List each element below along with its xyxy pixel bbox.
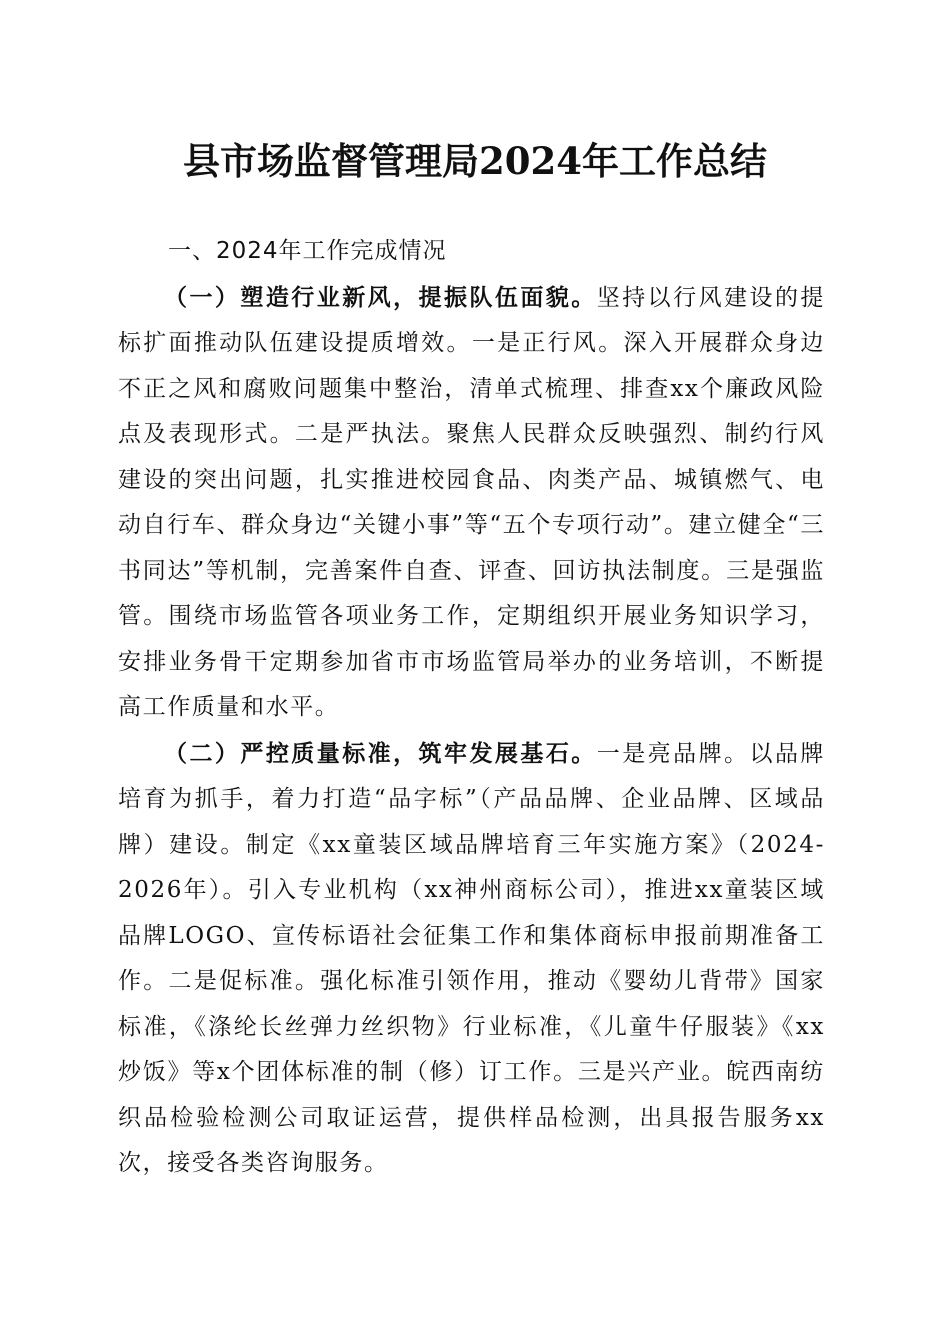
paragraph-1-text: 坚持以行风建设的提标扩面推动队伍建设提质增效。一是正行风。深入开展群众身边不正之风和腐败问题集中整治，清单式梳理、排查xx个廉政风险点及表现形式。二是严执法。聚焦人民群众反映强烈、制约行风建设的突出问题，扎实推进校园食品、肉类产品、城镇燃气、电动自行车、群众身边“关键小事”等“五个专项行动”。建立健全“三书同达”等机制，完善案件自查、评查、回访执法制度。三是强监管。围绕市场监管各项业务工作，定期组织开展业务知识学习，安排业务骨干定期参加省市市场监管局举办的业务培训，不断提高工作质量和水平。 xyxy=(118,284,825,720)
document-title: 县市场监督管理局2024年工作总结 xyxy=(183,139,767,183)
paragraph-1-lead: （一）塑造行业新风，提振队伍面貌。 xyxy=(164,283,597,311)
paragraph-2 xyxy=(118,731,825,1187)
paragraph-2-lead: （二）严控质量标准，筑牢发展基石。 xyxy=(164,739,597,767)
section-heading: 一、2024年工作完成情况 xyxy=(168,238,447,264)
paragraph-2-text: 一是亮品牌。以品牌培育为抓手，着力打造“品字标”（产品品牌、企业品牌、区域品牌）建设。制定《xx童装区域品牌培育三年实施方案》（2024-2026年）。引入专业机构（xx神州商标公司），推进xx童装区域品牌LOGO、宣传标语社会征集工作和集体商标申报前期准备工作。二是促标准。强化标准引领作用，推动《婴幼儿背带》国家标准，《涤纶长丝弹力丝织物》行业标准，《儿童牛仔服装》《xx炒饭》等x个团体标准的制（修）订工作。三是兴产业。皖西南纺织品检验检测公司取证运营，提供样品检测，出具报告服务xx次，接受各类咨询服务。 xyxy=(118,740,825,1176)
document-body xyxy=(118,229,825,1187)
paragraph-1 xyxy=(118,275,825,731)
